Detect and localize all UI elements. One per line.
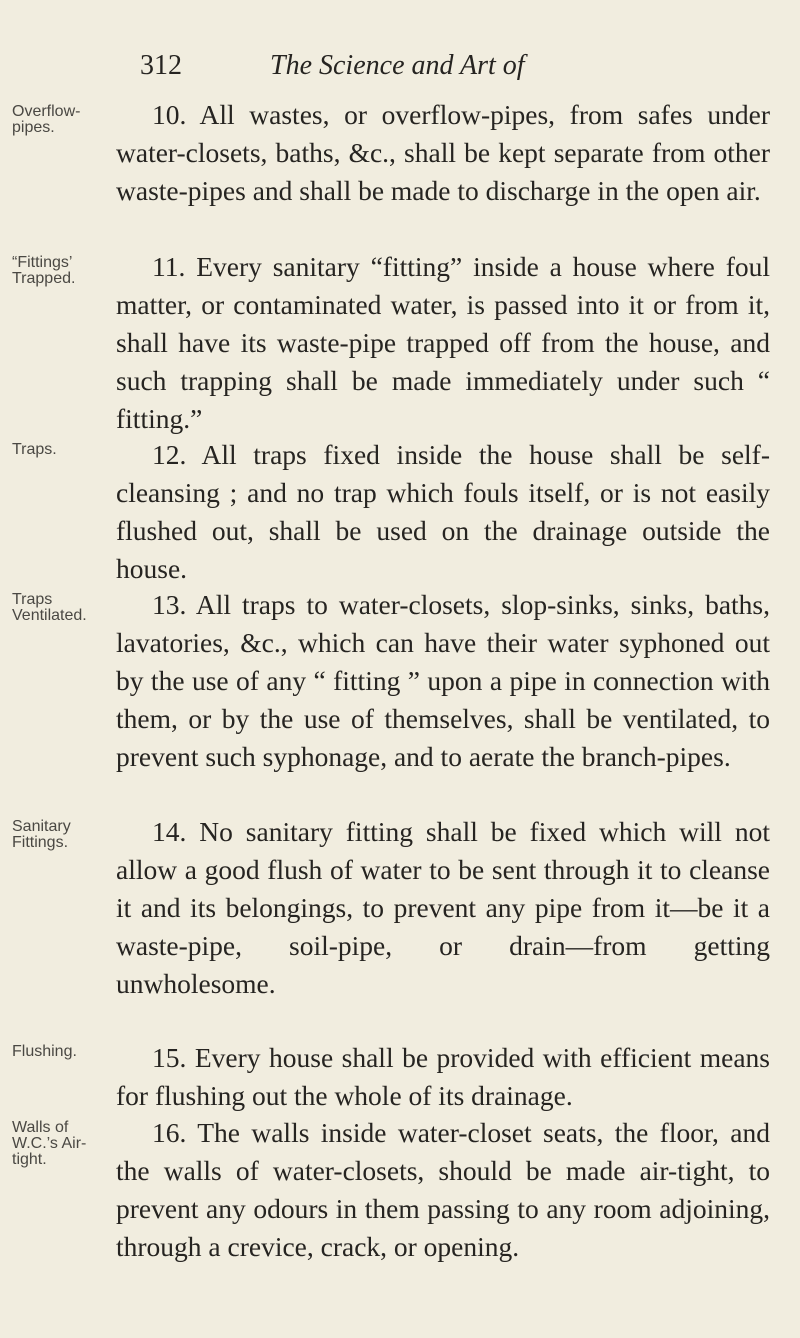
running-title: The Science and Art of: [270, 50, 525, 81]
sidenote-flushing: Flushing.: [12, 1043, 77, 1060]
paragraph-15: 15. Every house shall be provided with efficient means for flushing out the whole of its drainage.: [116, 1042, 770, 1111]
sidenote-overflow-pipes: Overflow-pipes.: [12, 103, 81, 136]
paragraph-12: 12. All traps fixed inside the house shall be self-cleansing ; and no trap which fouls itself, or is not easily flushed out, shall be used on the drainage outside the house.: [116, 439, 770, 584]
sidenote-traps-ventilated: Traps Ventilated.: [12, 591, 87, 624]
page-number: 312: [140, 50, 182, 81]
paragraph-16: 16. The walls inside water-closet seats, the floor, and the walls of water-closets, should be made air-tight, to prevent any odours in them passing to any room adjoining, through a crevice, crack, or opening.: [116, 1117, 770, 1262]
paragraph-13: 13. All traps to water-closets, slop-sinks, sinks, baths, lavatories, &c., which can have their water syphoned out by the use of any “ fitting ” upon a pipe in connection with them, or by the use of themselves, shall be ventilated, to prevent such syphonage, and to aerate the branch-pipes.: [116, 589, 770, 772]
paragraph-10: 10. All wastes, or overflow-pipes, from safes under water-closets, baths, &c., shall be kept separate from other waste-pipes and shall be made to discharge in the open air.: [116, 99, 770, 206]
sidenote-walls-air-tight: Walls of W.C.’s Air-tight.: [12, 1119, 87, 1168]
paragraph-14: 14. No sanitary fitting shall be fixed which will not allow a good flush of water to be sent through it to cleanse it and its belongings, to prevent any pipe from it—be it a waste-pipe, soil-pipe, or drain—from getting unwholesome.: [116, 816, 770, 999]
paragraph-11: 11. Every sanitary “fitting” inside a house where foul matter, or contaminated water, is passed into it or from it, shall have its waste-pipe trapped off from the house, and such trapping shall be made immediately under such “ fitting.”: [116, 251, 770, 434]
sidenote-fittings-trapped: “Fittings’ Trapped.: [12, 254, 76, 287]
sidenote-sanitary-fittings: Sanitary Fittings.: [12, 818, 71, 851]
sidenote-traps: Traps.: [12, 441, 57, 458]
